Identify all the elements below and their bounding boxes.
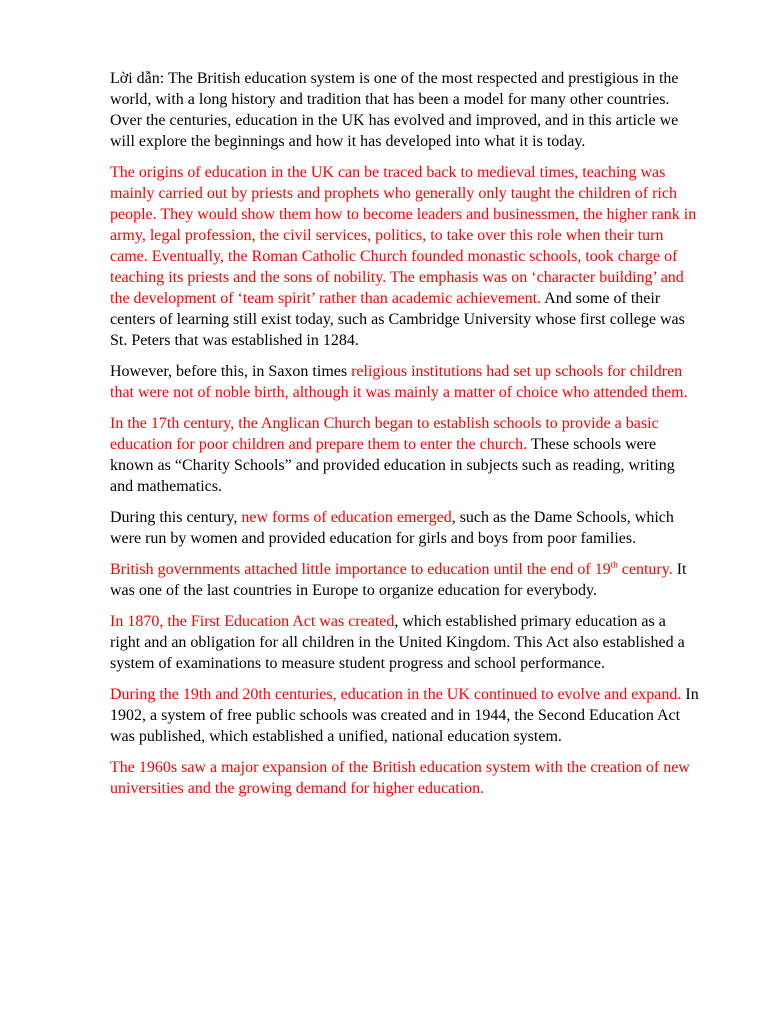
paragraph-5 — [110, 507, 700, 549]
highlighted-text-segment: religious institutions had set up schools for children that were not of noble birth, although it was mainly a matter of choice who attended them. — [110, 363, 688, 401]
text-segment: And some of their centers of learning still exist today, such as Cambridge University whose first college was St. Peters that was established in 1284. — [110, 290, 685, 349]
highlighted-text-segment: In the 17th century, the Anglican Church began to establish schools to provide a basic education for poor children and prepare them to enter the church. — [110, 415, 659, 453]
highlighted-text-segment: British governments attached little importance to education until the end of 19 — [110, 561, 611, 578]
paragraph-1 — [110, 68, 700, 152]
text-segment: These schools were known as “Charity Schools” and provided education in subjects such as reading, writing and mathematics. — [110, 436, 675, 495]
highlighted-text-segment: century. — [617, 561, 673, 578]
text-segment: , which established primary education as a right and an obligation for all children in the United Kingdom. This Act also established a system of examinations to measure student progress and school performance. — [110, 613, 685, 672]
paragraph-8 — [110, 684, 700, 747]
paragraph-6 — [110, 559, 700, 601]
text-segment: However, before this, in Saxon times — [110, 363, 352, 380]
paragraph-4 — [110, 413, 700, 497]
document-body — [110, 68, 700, 809]
paragraph-2 — [110, 162, 700, 351]
paragraph-9 — [110, 757, 700, 799]
paragraph-7 — [110, 611, 700, 674]
highlighted-text-segment: th — [610, 559, 618, 570]
text-segment: It was one of the last countries in Europe to organize education for everybody. — [110, 561, 687, 599]
text-segment: Lời dẫn: The British education system is one of the most respected and prestigious in the world, with a long history and tradition that has been a model for many other countries. Over the centuries, education in the UK has evolved and improved, and in this article we will explore the beginnings and how it has developed into what it is today. — [110, 70, 679, 150]
paragraph-3 — [110, 361, 700, 403]
highlighted-text-segment: The origins of education in the UK can be traced back to medieval times, teaching was mainly carried out by priests and prophets who generally only taught the children of rich people. They would show them how to become leaders and businessmen, the higher rank in army, legal profession, the civil services, politics, to take over this role when their turn came. Eventually, the Roman Catholic Church founded monastic schools, took charge of teaching its priests and the sons of nobility. The emphasis was on ‘character building’ and the development of ‘team spirit’ rather than academic achievement. — [110, 164, 697, 307]
highlighted-text-segment: In 1870, the First Education Act was created — [110, 613, 395, 630]
text-segment: During this century, — [110, 509, 242, 526]
highlighted-text-segment: new forms of education emerged — [241, 509, 452, 526]
highlighted-text-segment: The 1960s saw a major expansion of the British education system with the creation of new universities and the growing demand for higher education. — [110, 759, 690, 797]
text-segment: In 1902, a system of free public schools was created and in 1944, the Second Education Act was published, which established a unified, national education system. — [110, 686, 699, 745]
text-segment: , such as the Dame Schools, which were run by women and provided education for girls and boys from poor families. — [110, 509, 674, 547]
highlighted-text-segment: During the 19th and 20th centuries, education in the UK continued to evolve and expand. — [110, 686, 682, 703]
